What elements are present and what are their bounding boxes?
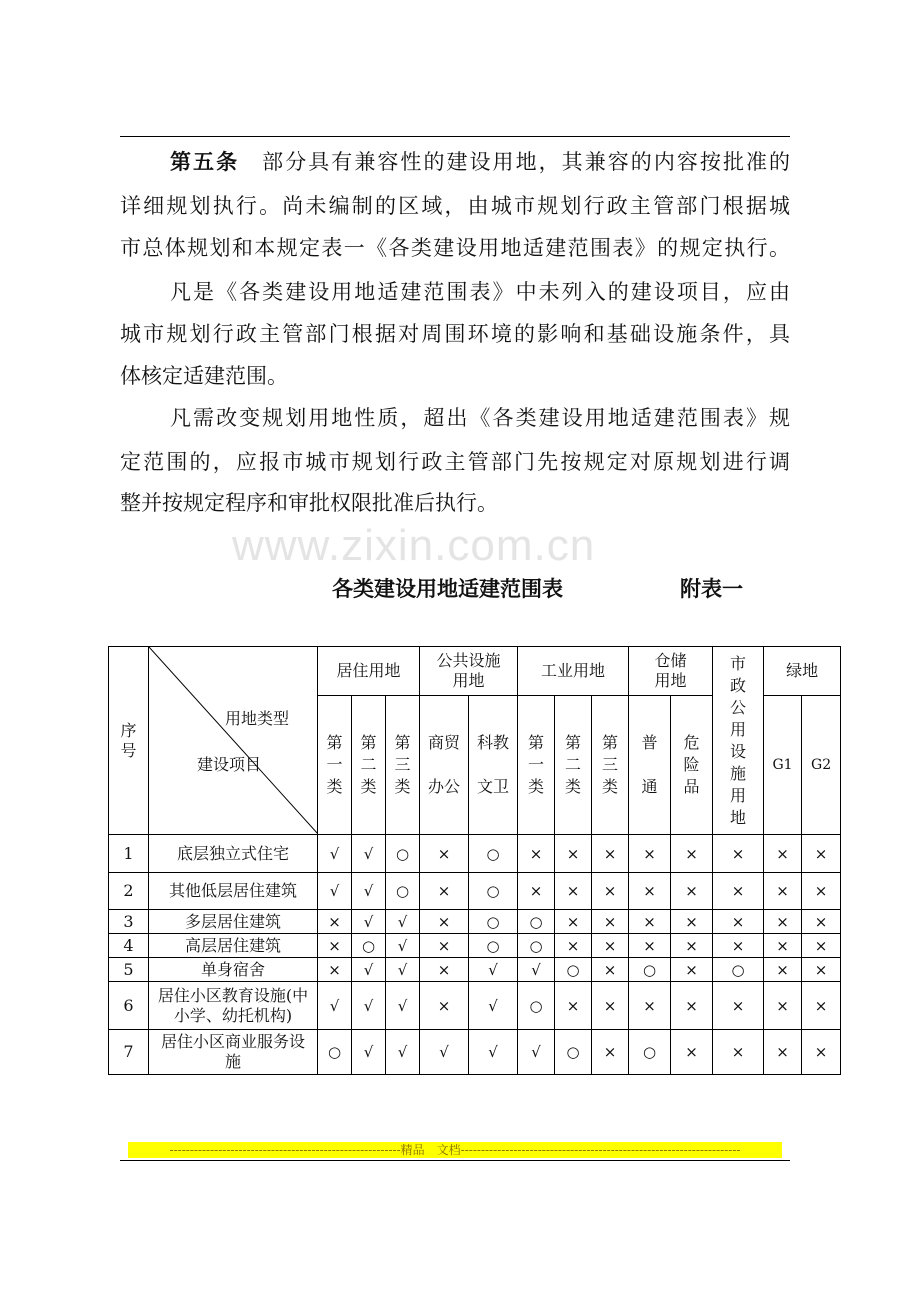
paragraph-line: 城市规划行政主管部门根据对周围环境的影响和基础设施条件，具 xyxy=(120,322,790,346)
suitability-mark: × xyxy=(671,982,713,1030)
suitability-mark: √ xyxy=(318,835,352,873)
suitability-mark: × xyxy=(555,982,592,1030)
suitability-mark: ○ xyxy=(352,934,386,958)
suitability-mark: × xyxy=(629,982,671,1030)
suitability-mark: √ xyxy=(352,982,386,1030)
row-number: 3 xyxy=(109,910,149,934)
suitability-mark: ○ xyxy=(469,934,518,958)
suitability-mark: √ xyxy=(469,982,518,1030)
suitability-mark: × xyxy=(802,910,841,934)
table-title: 各类建设用地适建范围表 xyxy=(332,576,563,601)
suitability-mark: ○ xyxy=(629,958,671,982)
suitability-mark: × xyxy=(671,873,713,910)
suitability-mark: √ xyxy=(352,910,386,934)
paragraph-line: 定范围的，应报市城市规划行政主管部门先按规定对原规划进行调 xyxy=(120,450,790,474)
suitability-mark: × xyxy=(420,835,469,873)
sub-header: 普通 xyxy=(629,696,671,835)
suitability-mark: × xyxy=(555,934,592,958)
paragraph-line: 详细规划执行。尚未编制的区域，由城市规划行政主管部门根据城 xyxy=(120,194,790,218)
suitability-mark: × xyxy=(713,934,764,958)
seq-header: 序号 xyxy=(109,647,149,835)
suitability-mark: √ xyxy=(386,1030,420,1075)
suitability-mark: × xyxy=(592,934,629,958)
suitability-mark: × xyxy=(802,934,841,958)
suitability-mark: × xyxy=(555,873,592,910)
paragraph-line: 凡需改变规划用地性质，超出《各类建设用地适建范围表》规 xyxy=(170,406,790,430)
row-item: 底层独立式住宅 xyxy=(149,835,318,873)
diagonal-line xyxy=(149,647,318,834)
suitability-mark: × xyxy=(518,835,555,873)
suitability-mark: × xyxy=(629,910,671,934)
watermark: www.zixin.com.cn xyxy=(232,521,596,570)
row-item: 高层居住建筑 xyxy=(149,934,318,958)
sub-header: 第一类 xyxy=(518,696,555,835)
suitability-mark: × xyxy=(764,910,802,934)
suitability-mark: × xyxy=(592,873,629,910)
row-number: 5 xyxy=(109,958,149,982)
suitability-mark: √ xyxy=(352,1030,386,1075)
suitability-mark: ○ xyxy=(518,910,555,934)
paragraph-line: 整并按规定程序和审批权限批准后执行。 xyxy=(120,491,498,515)
suitability-mark: × xyxy=(802,982,841,1030)
suitability-mark: √ xyxy=(318,873,352,910)
row-number: 7 xyxy=(109,1030,149,1075)
suitability-mark: × xyxy=(802,873,841,910)
sub-header: 第二类 xyxy=(555,696,592,835)
table-row xyxy=(109,982,841,1030)
land-use-table xyxy=(108,646,841,1075)
suitability-mark: × xyxy=(592,982,629,1030)
bottom-rule xyxy=(120,1160,790,1161)
item-label: 建设项目 xyxy=(197,755,262,774)
suitability-mark: × xyxy=(592,835,629,873)
paragraph-line: 市总体规划和本规定表一《各类建设用地适建范围表》的规定执行。 xyxy=(120,236,790,260)
row-item: 居住小区商业服务设施 xyxy=(149,1030,318,1075)
suitability-mark: × xyxy=(671,958,713,982)
paragraph-line xyxy=(170,147,790,177)
sub-header: 科教文卫 xyxy=(469,696,518,835)
suitability-mark: × xyxy=(420,958,469,982)
suitability-mark: ○ xyxy=(518,982,555,1030)
suitability-mark: × xyxy=(420,910,469,934)
table-tag: 附表一 xyxy=(680,576,743,601)
suitability-mark: × xyxy=(592,958,629,982)
suitability-mark: × xyxy=(518,873,555,910)
paragraph-line: 凡是《各类建设用地适建范围表》中未列入的建设项目，应由 xyxy=(170,280,790,304)
suitability-mark: × xyxy=(629,934,671,958)
row-item: 单身宿舍 xyxy=(149,958,318,982)
suitability-mark: × xyxy=(420,873,469,910)
suitability-mark: ○ xyxy=(555,1030,592,1075)
suitability-mark: × xyxy=(555,835,592,873)
suitability-mark: × xyxy=(629,835,671,873)
top-rule xyxy=(120,136,790,137)
table-row xyxy=(109,835,841,873)
group-header: 市政公用设施用地 xyxy=(713,647,764,835)
paragraph-line: 体核定适建范围。 xyxy=(120,364,288,388)
suitability-mark: √ xyxy=(318,982,352,1030)
suitability-mark: ○ xyxy=(469,910,518,934)
suitability-mark: √ xyxy=(518,958,555,982)
suitability-mark: × xyxy=(318,910,352,934)
suitability-mark: × xyxy=(764,958,802,982)
sub-header: G1 xyxy=(764,696,802,835)
footer-banner: ---------------------------------------------------------精品 文档--------------------------------------------------------------------- xyxy=(128,1142,782,1158)
suitability-mark: × xyxy=(592,910,629,934)
group-header: 绿地 xyxy=(764,647,841,696)
sub-header: 商贸办公 xyxy=(420,696,469,835)
suitability-mark: × xyxy=(764,982,802,1030)
table-row xyxy=(109,934,841,958)
suitability-mark: × xyxy=(671,835,713,873)
suitability-mark: ○ xyxy=(386,835,420,873)
suitability-mark: × xyxy=(420,934,469,958)
sub-header: G2 xyxy=(802,696,841,835)
suitability-mark: × xyxy=(671,910,713,934)
suitability-mark: ○ xyxy=(469,873,518,910)
suitability-mark: × xyxy=(592,1030,629,1075)
suitability-mark: √ xyxy=(386,958,420,982)
suitability-mark: √ xyxy=(386,934,420,958)
table-row xyxy=(109,873,841,910)
suitability-mark: √ xyxy=(386,982,420,1030)
suitability-mark: × xyxy=(713,1030,764,1075)
suitability-mark: × xyxy=(420,982,469,1030)
row-number: 6 xyxy=(109,982,149,1030)
suitability-mark: × xyxy=(713,910,764,934)
suitability-mark: √ xyxy=(386,910,420,934)
row-number: 1 xyxy=(109,835,149,873)
table-row xyxy=(109,910,841,934)
table-row xyxy=(109,958,841,982)
table-row xyxy=(109,1030,841,1075)
suitability-mark: ○ xyxy=(629,1030,671,1075)
row-item: 其他低层居住建筑 xyxy=(149,873,318,910)
suitability-mark: × xyxy=(802,958,841,982)
suitability-mark: ○ xyxy=(386,873,420,910)
suitability-mark: × xyxy=(671,934,713,958)
suitability-mark: √ xyxy=(352,835,386,873)
suitability-mark: √ xyxy=(420,1030,469,1075)
diagonal-header xyxy=(149,647,318,835)
group-header: 公共设施用地 xyxy=(420,647,518,696)
suitability-mark: ○ xyxy=(555,958,592,982)
sub-header: 第三类 xyxy=(386,696,420,835)
group-header: 工业用地 xyxy=(518,647,629,696)
suitability-mark: √ xyxy=(352,958,386,982)
suitability-mark: √ xyxy=(352,873,386,910)
suitability-mark: ○ xyxy=(318,1030,352,1075)
text: 部分具有兼容性的建设用地，其兼容的内容按批准的 xyxy=(262,150,791,174)
suitability-mark: ○ xyxy=(469,835,518,873)
suitability-mark: × xyxy=(629,873,671,910)
sub-header: 危险品 xyxy=(671,696,713,835)
suitability-mark: × xyxy=(713,835,764,873)
suitability-mark: ○ xyxy=(713,958,764,982)
sub-header: 第一类 xyxy=(318,696,352,835)
suitability-mark: × xyxy=(764,1030,802,1075)
suitability-mark: × xyxy=(802,835,841,873)
suitability-mark: √ xyxy=(469,1030,518,1075)
suitability-mark: × xyxy=(764,934,802,958)
group-header: 仓储用地 xyxy=(629,647,713,696)
suitability-mark: × xyxy=(764,873,802,910)
suitability-mark: × xyxy=(671,1030,713,1075)
suitability-mark: × xyxy=(713,873,764,910)
group-header: 居住用地 xyxy=(318,647,420,696)
suitability-mark: × xyxy=(713,982,764,1030)
sub-header: 第二类 xyxy=(352,696,386,835)
article-heading: 第五条 xyxy=(170,149,240,174)
suitability-mark: × xyxy=(802,1030,841,1075)
suitability-mark: × xyxy=(318,958,352,982)
suitability-mark: √ xyxy=(518,1030,555,1075)
suitability-mark: × xyxy=(555,910,592,934)
suitability-mark: √ xyxy=(469,958,518,982)
suitability-mark: × xyxy=(764,835,802,873)
row-item: 多层居住建筑 xyxy=(149,910,318,934)
type-label: 用地类型 xyxy=(225,709,290,728)
row-number: 2 xyxy=(109,873,149,910)
row-item: 居住小区教育设施(中小学、幼托机构) xyxy=(149,982,318,1030)
sub-header: 第三类 xyxy=(592,696,629,835)
row-number: 4 xyxy=(109,934,149,958)
suitability-mark: ○ xyxy=(518,934,555,958)
suitability-mark: × xyxy=(318,934,352,958)
